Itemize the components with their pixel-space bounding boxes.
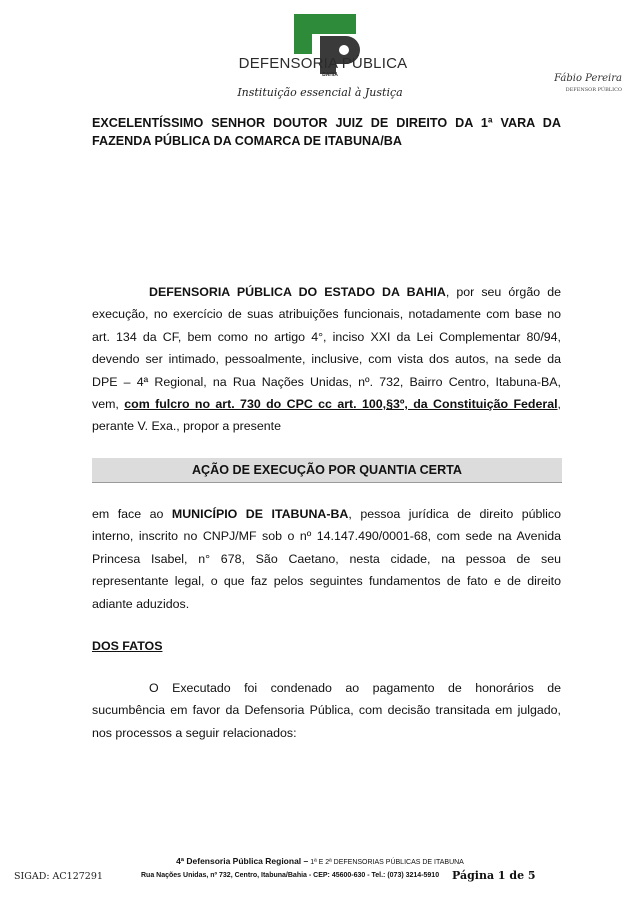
parties-text: em face ao [92,507,172,521]
facts-line: O Executado foi condenado ao pagamento de honorários de [149,681,561,695]
parties-line: representante legal, o que faz pelos seguintes fundamentos de fato e de direito [92,574,561,589]
intro-text: , por seu órgão de [445,285,561,299]
logo-wordmark: DEFENSORIA PÚBLICA [238,55,408,72]
intro-line: art. 134 da CF, bem como no artigo 4°, inciso XXI da Lei Complementar 80/94, [92,329,561,344]
facts-paragraph [92,677,561,744]
signer-role: DEFENSOR PÚBLICO [565,87,622,93]
intro-line: perante V. Exa., propor a presente [92,419,281,434]
parties-line: Princesa Isabel, n° 678, São Caetano, nesta cidade, na pessoa de seu [92,551,561,566]
logo-subtitle: BAHIA [322,72,338,78]
parties-text: , pessoa jurídica de direito público [348,507,561,521]
intro-text: , [557,397,561,412]
legal-basis: com fulcro no art. 730 do CPC cc art. 100,§3º, da Constituição Federal [124,397,558,412]
intro-paragraph [92,281,561,438]
defendant-name: MUNICÍPIO DE ITABUNA-BA [171,507,349,521]
action-title-box [92,458,562,483]
footer-office [150,856,490,866]
logo-green-block [294,14,356,34]
facts-line: sucumbência em favor da Defensoria Pública, com decisão transitada em julgado, [92,703,561,718]
intro-line: execução, no exercício de suas atribuições funcionais, notadamente com base no [92,307,561,322]
intro-line: devendo ser intimado, pessoalmente, inclusive, com vista dos autos, na sede da [92,352,561,367]
logo-green-stem [294,34,312,54]
petitioner-name: DEFENSORIA PÚBLICA DO ESTADO DA BAHIA [149,285,446,299]
footer-office-name: 4ª Defensoria Pública Regional – [176,856,309,866]
parties-paragraph [92,503,561,615]
page-number: Página 1 de 5 [452,869,536,882]
parties-line: interno, inscrito no CNPJ/MF sob o nº 14.147.490/0001-68, com sede na Avenida [92,529,561,544]
signer-name: Fábio Pereira [554,73,622,84]
intro-line: DPE – 4ª Regional, na Rua Nações Unidas, nº. 732, Bairro Centro, Itabuna-BA, [92,374,561,389]
tagline: Instituição essencial à Justiça [237,86,403,99]
section-heading: DOS FATOS [92,639,163,653]
action-title: AÇÃO DE EXECUÇÃO POR QUANTIA CERTA [191,463,463,477]
intro-text: vem, [92,397,125,412]
parties-line: adiante aduzidos. [92,596,190,611]
footer-address: Rua Nações Unidas, nº 732, Centro, Itabuna/Bahia - CEP: 45600-630 - Tel.: (073) 3214-5910 [141,872,440,879]
parties-line [92,503,561,525]
intro-line [92,281,561,303]
sigad-code: SIGAD: AC127291 [14,871,103,882]
intro-line [92,393,561,415]
footer-office-detail: 1ª E 2ª DEFENSORIAS PÚBLICAS DE ITABUNA [308,859,464,866]
court-address: EXCELENTÍSSIMO SENHOR DOUTOR JUIZ DE DIREITO DA 1ª VARA DA FAZENDA PÚBLICA DA COMARCA DE ITABUNA/BA [92,116,561,148]
facts-line: nos processos a seguir relacionados: [92,725,297,740]
